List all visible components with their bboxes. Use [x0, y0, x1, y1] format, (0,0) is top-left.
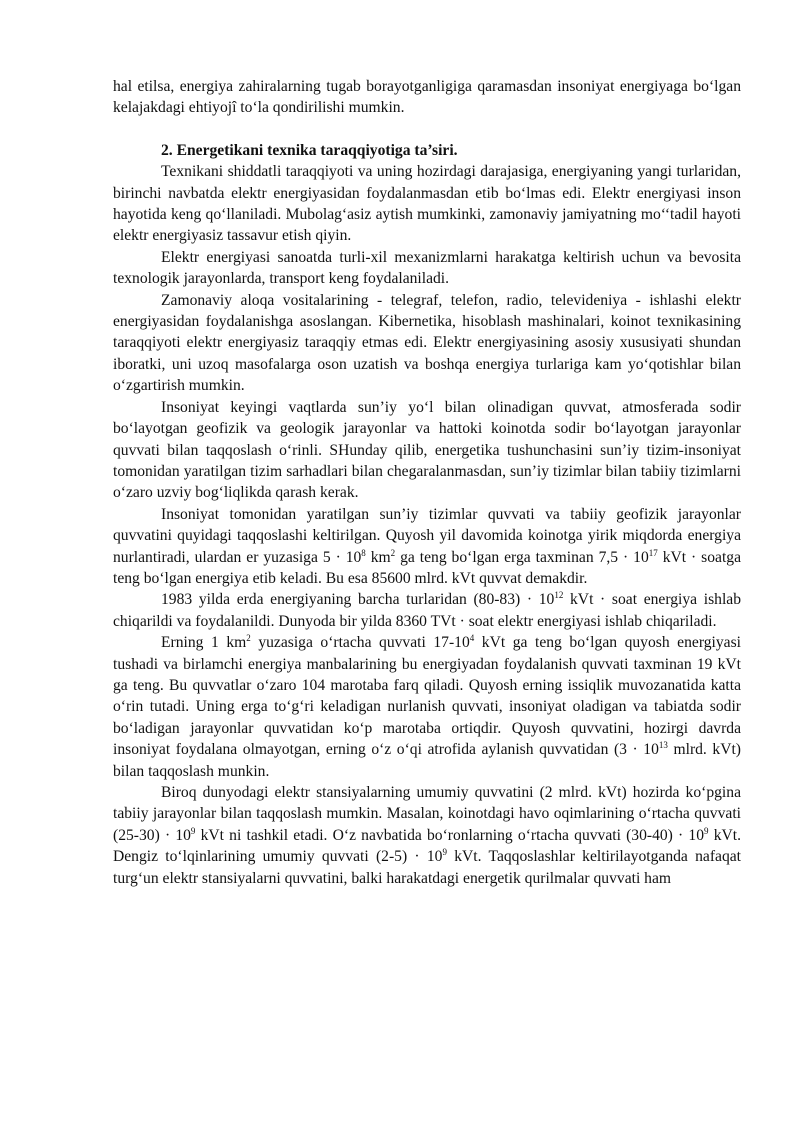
paragraph-4: Insoniyat keyingi vaqtlarda sun’iy yo‘l bilan olinadigan quvvat, atmosferada sodir bo‘layotgan geofizik va geologik jarayonlar va hattoki koinotda sodir bo‘layotgan jarayonlar quvvati bilan taqqoslash o‘rinli. SHunday qilib, energetika tushunchasini sun’iy tizim-insoniyat tomonidan yaratilgan tizim sarhadlari bilan chegaralanmasdan, sun’iy tizimlar bilan tabiiy tizimlarni o‘zaro uzviy bog‘liqlikda qarash kerak. [113, 398, 741, 502]
exponent: 12 [554, 590, 564, 601]
paragraph-3: Zamonaviy aloqa vositalarining - telegraf, telefon, radio, televideniya - ishlashi elektr energiyasidan foydalanishga asoslangan. Kibernetika, hisoblash mashinalari, koinot texnikasining taraqqiyoti elektr energiyasiz taraqqiy etmas edi. Elektr energiyasining asosiy xususiyati shundan iboratki, uni uzoq masofalarga oson uzatish va boshqa energiya turlariga kam yo‘qotishlar bilan o‘zgartirish mumkin. [113, 291, 741, 395]
paragraph-continuation: hal etilsa, energiya zahiralarning tugab borayotganligiga qaramasdan insoniyat energiyaga bo‘lgan kelajakdagi ehtiyojî to‘la qondirilishi mumkin. [113, 78, 741, 117]
exponent: 9 [704, 825, 709, 836]
exponent: 8 [361, 547, 366, 558]
exponent: 2 [246, 633, 251, 644]
paragraph-1: Texnikani shiddatli taraqqiyoti va uning hozirdagi darajasiga, energiyaning yangi turlaridan, birinchi navbatda elektr energiyasidan foydalanmasdan etib bo‘lmas edi. Elektr energiyasi inson hayotida keng qo‘llaniladi. Mubolag‘asiz aytish mumkinki, zamonaviy jamiyatning mo‘‘tadil hayoti elektr energiyasiz tassavur etish qiyin. [113, 163, 741, 245]
paragraph-6: 1983 yilda erda energiyaning barcha turlaridan $(80-83) \cdot 10^{12}$ kVt · soat energiya ishlab chiqarildi va foydalanildi. Dunyoda bir yilda 8360 TVt · soat elektr energiyasi ishlab chiqariladi. [113, 590, 742, 630]
paragraph-5: Insoniyat tomonidan yaratilgan sun’iy tizimlar quvvati va tabiiy geofizik jarayonlar quvvatini quyidagi taqqoslashi keltirilgan. Quyosh yil davomida koinotga yirik miqdorda energiya nurlantiradi, ulardan er yuzasiga $5 \cdot 10^8$ $km^2$ ga teng bo‘lgan erga taxminan $7,5 \cdot 10^{17}$ kVt · soatga teng bo‘lgan energiya etib keladi. Bu esa 85600 mlrd. kVt quvvat demakdir. [113, 505, 741, 587]
exponent: 17 [648, 547, 658, 558]
paragraph-8: Biroq dunyodagi elektr stansiyalarning umumiy quvvatini (2 mlrd. kVt) hozirda ko‘pgina tabiiy jarayonlar bilan taqqoslash mumkin. Masalan, koinotdagi havo oqimlarining o‘rtacha quvvati $(25-30) \cdot 10^9$ kVt ni tashkil etadi. O‘z navbatida bo‘ronlarning o‘rtacha quvvati $(30-40) \cdot 10^9$ kVt. Dengiz to‘lqinlarining umumiy quvvati $(2-5) \cdot 10^9$ kVt. Taqqoslashlar keltirilayotganda nafaqat turg‘un elektr stansiyalarni quvvatini, balki harakatdagi energetik qurilmalar quvvati ham [113, 784, 741, 887]
spacer [113, 119, 741, 140]
exponent: 4 [469, 633, 475, 644]
exponent: 9 [442, 847, 447, 858]
paragraph-7: Erning 1 $km^2$ yuzasiga o‘rtacha quvvati $17-10^4$ kVt ga teng bo‘lgan quyosh energiyasi tushadi va birlamchi energiya manbalarining bu energiyadan foydalanish quvvati taxminan 19 kVt ga teng. Bu quvvatlar o‘zaro 104 marotaba farq qiladi. Quyosh erning issiqlik muvozanatida katta o‘rin tutadi. Uning erga to‘g‘ri keladigan nurlanish quvvati, insoniyat oladigan va tabiatda sodir bo‘ladigan jarayonlar quvvatidan ko‘p marotaba ortiqdir. Quyosh quvvatini, hozirgi davrda insoniyat foydalana olmayotgan, erning o‘z o‘qi atrofida aylanish quvvatidan ($3 \cdot 10^{13}$ mlrd. kVt) bilan taqqoslash munkin. [113, 633, 741, 780]
exponent: 13 [658, 740, 668, 751]
exponent: 2 [390, 547, 396, 558]
paragraph-2: Elektr energiyasi sanoatda turli-xil mexanizmlarni harakatga keltirish uchun va bevosita texnologik jarayonlarda, transport keng foydalaniladi. [113, 248, 741, 288]
exponent: 9 [190, 825, 196, 836]
section-heading: 2. Energetikani texnika taraqqiyotiga ta’siri. [161, 141, 458, 159]
document-page [113, 76, 741, 889]
